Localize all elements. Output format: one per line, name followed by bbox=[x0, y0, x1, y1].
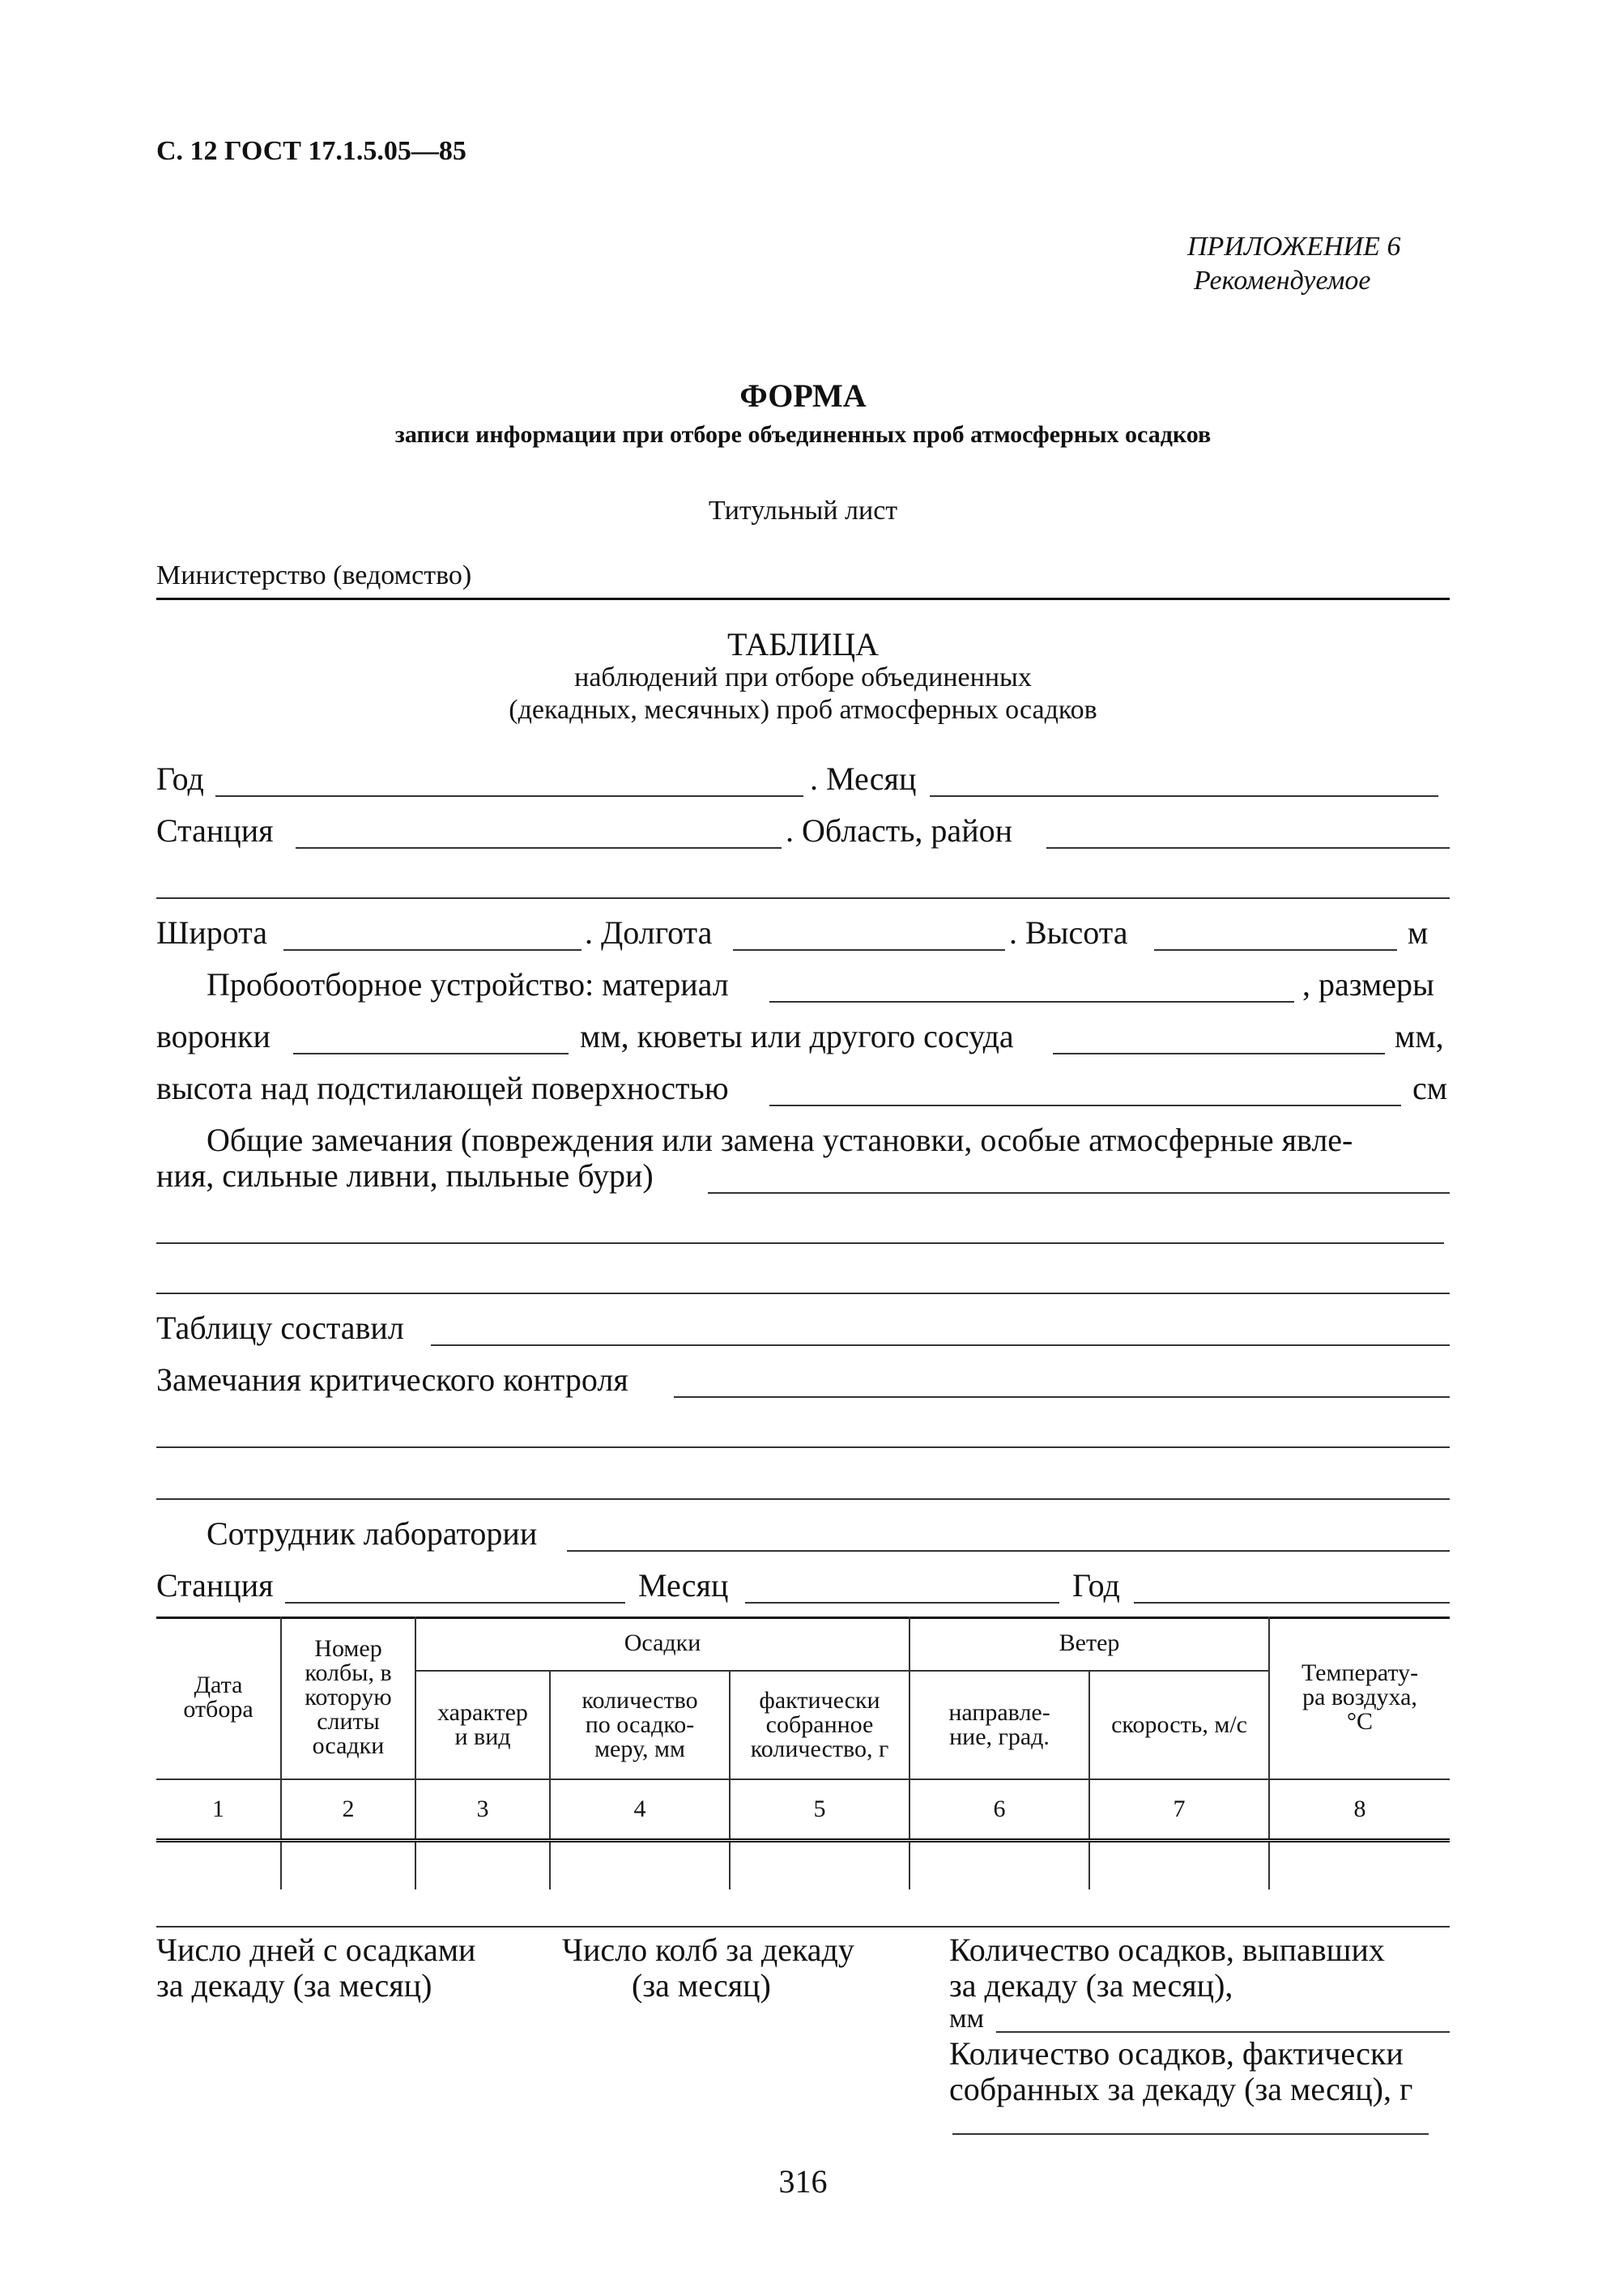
compiled-by-field-line[interactable] bbox=[431, 1344, 1450, 1346]
funnel-unit: мм, кюветы или другого сосуда bbox=[580, 1018, 1014, 1054]
remarks-extra-line-2[interactable] bbox=[156, 1293, 1450, 1294]
station2-field-line[interactable] bbox=[285, 1602, 625, 1604]
column-number-row bbox=[156, 1779, 1450, 1841]
month2-field-line[interactable] bbox=[745, 1602, 1059, 1604]
entry-cell[interactable] bbox=[415, 1841, 550, 1890]
document-reference: С. 12 ГОСТ 17.1.5.05—85 bbox=[156, 136, 466, 166]
entry-cell[interactable] bbox=[730, 1841, 909, 1890]
latitude-label: Широта bbox=[156, 914, 267, 951]
fallen-precip-label: Количество осадков, выпавших bbox=[949, 1932, 1385, 1968]
entry-cell[interactable] bbox=[1089, 1841, 1269, 1890]
year2-label: Год bbox=[1072, 1567, 1120, 1604]
altitude-field-line[interactable] bbox=[1154, 949, 1397, 951]
entry-cell[interactable] bbox=[281, 1841, 415, 1890]
header-actual-amount: фактически собранное количество, г bbox=[730, 1671, 909, 1779]
station2-label: Станция bbox=[156, 1567, 274, 1604]
lab-staff-label: Сотрудник лаборатории bbox=[207, 1515, 538, 1552]
column-number: 1 bbox=[156, 1779, 281, 1841]
height-unit: см bbox=[1412, 1070, 1448, 1106]
column-number: 5 bbox=[730, 1779, 909, 1841]
remarks-label-cont: ния, сильные ливни, пыльные бури) bbox=[156, 1157, 654, 1194]
critical-control-extra-line-2[interactable] bbox=[156, 1498, 1450, 1500]
station-field-line[interactable] bbox=[296, 847, 782, 849]
device-material-field-line[interactable] bbox=[769, 1001, 1294, 1003]
remarks-field-line[interactable] bbox=[708, 1192, 1450, 1194]
column-number: 7 bbox=[1089, 1779, 1269, 1841]
region-extra-line[interactable] bbox=[156, 897, 1450, 899]
year-field-line[interactable] bbox=[215, 795, 803, 797]
funnel-field-line[interactable] bbox=[293, 1053, 569, 1054]
critical-control-field-line[interactable] bbox=[674, 1396, 1450, 1398]
days-with-precip-label: Число дней с осадками bbox=[156, 1932, 476, 1968]
region-label: . Область, район bbox=[786, 812, 1012, 849]
page-number: 316 bbox=[778, 2163, 828, 2200]
device-material-label: Пробоотборное устройство: материал bbox=[207, 966, 729, 1003]
header-precipitation-group: Осадки bbox=[415, 1617, 909, 1671]
lab-staff-field-line[interactable] bbox=[567, 1550, 1450, 1552]
header-wind-direction: направле- ние, град. bbox=[909, 1671, 1089, 1779]
title-sheet-label: Титульный лист bbox=[708, 496, 898, 526]
latitude-field-line[interactable] bbox=[283, 949, 581, 951]
remarks-label: Общие замечания (повреждения или замена установки, особые атмосферные явле- bbox=[207, 1122, 1353, 1158]
flasks-count-label: Число колб за декаду bbox=[562, 1932, 854, 1968]
ministry-label: Министерство (ведомство) bbox=[156, 560, 472, 590]
header-type: характер и вид bbox=[415, 1671, 550, 1779]
collected-precip-label-cont: собранных за декаду (за месяц), г bbox=[949, 2071, 1413, 2107]
funnel-label: воронки bbox=[156, 1018, 271, 1054]
header-flask-number: Номер колбы, в которую слиты осадки bbox=[281, 1617, 415, 1779]
table-entry-row bbox=[156, 1841, 1450, 1890]
longitude-field-line[interactable] bbox=[733, 949, 1005, 951]
observation-table bbox=[156, 1617, 1450, 1889]
table-title-line3: (декадных, месячных) проб атмосферных осадков bbox=[509, 695, 1097, 725]
month-label: . Месяц bbox=[810, 760, 917, 797]
fallen-precip-field-line[interactable] bbox=[996, 2031, 1450, 2033]
column-number: 6 bbox=[909, 1779, 1089, 1841]
header-date: Дата отбора bbox=[156, 1617, 281, 1779]
header-wind-speed: скорость, м/с bbox=[1089, 1671, 1269, 1779]
fallen-precip-label-cont: за декаду (за месяц), bbox=[949, 1967, 1233, 2004]
height-label: высота над подстилающей поверхностью bbox=[156, 1070, 729, 1106]
remarks-extra-line-1[interactable] bbox=[156, 1242, 1444, 1244]
days-with-precip-label-cont: за декаду (за месяц) bbox=[156, 1967, 432, 2004]
dimensions-label: , размеры bbox=[1302, 966, 1434, 1003]
entry-cell[interactable] bbox=[1269, 1841, 1450, 1890]
header-wind-group: Ветер bbox=[909, 1617, 1269, 1671]
month-field-line[interactable] bbox=[930, 795, 1438, 797]
compiled-by-label: Таблицу составил bbox=[156, 1310, 404, 1346]
longitude-label: . Долгота bbox=[585, 914, 713, 951]
column-number: 3 bbox=[415, 1779, 550, 1841]
header-gauge-amount: количество по осадко- меру, мм bbox=[550, 1671, 730, 1779]
vessel-unit: мм, bbox=[1395, 1018, 1444, 1054]
height-field-line[interactable] bbox=[769, 1105, 1401, 1106]
collected-precip-field-line[interactable] bbox=[952, 2133, 1429, 2135]
ministry-field-line[interactable] bbox=[156, 598, 1450, 600]
entry-cell[interactable] bbox=[156, 1841, 281, 1890]
appendix-title: ПРИЛОЖЕНИЕ 6 bbox=[1187, 232, 1401, 262]
entry-cell[interactable] bbox=[550, 1841, 730, 1890]
critical-control-extra-line-1[interactable] bbox=[156, 1446, 1450, 1448]
region-field-line[interactable] bbox=[1046, 847, 1450, 849]
station-label: Станция bbox=[156, 812, 274, 849]
form-subtitle: записи информации при отборе объединенных проб атмосферных осадков bbox=[394, 421, 1212, 448]
vessel-field-line[interactable] bbox=[1053, 1053, 1385, 1054]
form-title: ФОРМА bbox=[739, 377, 867, 414]
critical-control-label: Замечания критического контроля bbox=[156, 1361, 628, 1398]
table-bottom-line bbox=[156, 1926, 1450, 1928]
column-number: 4 bbox=[550, 1779, 730, 1841]
appendix-subtitle: Рекомендуемое bbox=[1194, 266, 1371, 296]
fallen-precip-unit: мм bbox=[949, 2004, 985, 2034]
table-title-line2: наблюдений при отборе объединенных bbox=[574, 662, 1032, 692]
year-label: Год bbox=[156, 760, 204, 797]
column-number: 2 bbox=[281, 1779, 415, 1841]
month2-label: Месяц bbox=[638, 1567, 729, 1604]
collected-precip-label: Количество осадков, фактически bbox=[949, 2035, 1404, 2072]
flasks-count-label-cont: (за месяц) bbox=[632, 1967, 771, 2004]
altitude-label: . Высота bbox=[1009, 914, 1128, 951]
year2-field-line[interactable] bbox=[1134, 1602, 1450, 1604]
altitude-unit: м bbox=[1408, 914, 1429, 951]
column-number: 8 bbox=[1269, 1779, 1450, 1841]
header-temperature: Температу- ра воздуха, °C bbox=[1301, 1659, 1419, 1735]
entry-cell[interactable] bbox=[909, 1841, 1089, 1890]
table-title: ТАБЛИЦА bbox=[726, 626, 880, 662]
